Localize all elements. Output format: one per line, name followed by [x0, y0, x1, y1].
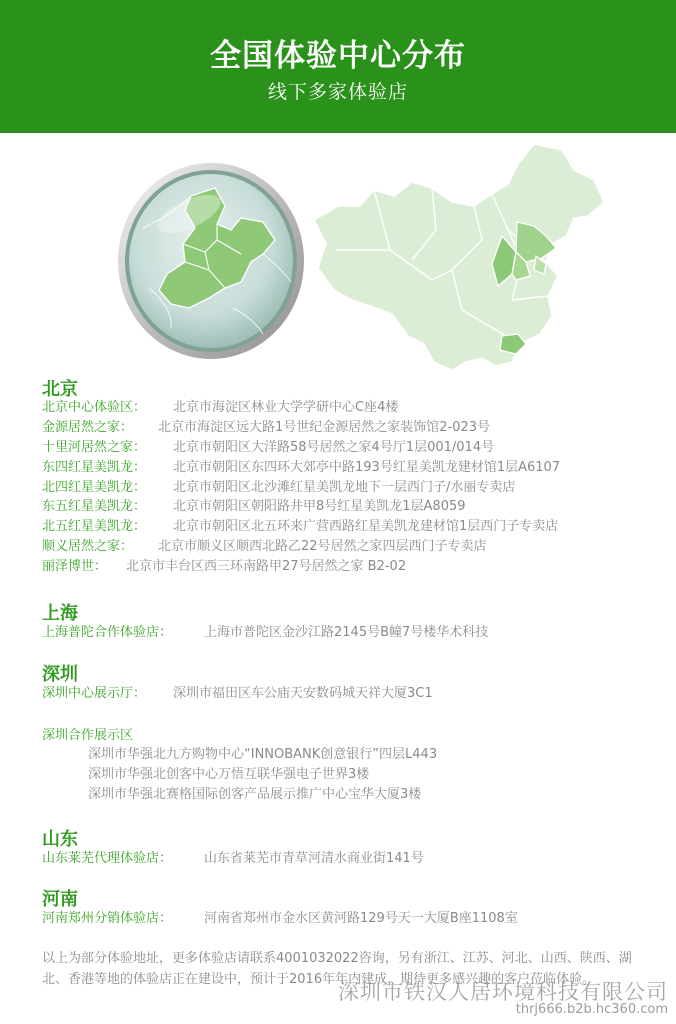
region-title: 深圳 [42, 664, 78, 685]
page-subtitle: 线下多家体验店 [267, 81, 408, 103]
region-title: 山东 [42, 829, 78, 850]
magnifier-globe-map [113, 158, 309, 364]
list-item: 深圳市华强北创客中心万悟互联华强电子世界3楼 [88, 767, 370, 782]
partner-section-title: 深圳合作展示区 [42, 728, 134, 743]
page-header [0, 0, 676, 133]
list-item: 深圳市华强北九方购物中心“INNOBANK创意银行”四层L443 [88, 747, 438, 762]
region-title: 北京 [42, 379, 78, 400]
page-title: 全国体验中心分布 [210, 38, 466, 74]
list-item: 深圳市华强北赛格国际创客产品展示推广中心宝华大厦3楼 [88, 787, 422, 802]
region-title: 上海 [42, 603, 78, 624]
watermark-url: thrj666.b2b.hc360.com [515, 1002, 668, 1017]
watermark-company: 深圳市铁汉人居环境科技有限公司 [338, 980, 668, 1004]
footer-note: 以上为部分体验地址，更多体验店请联系4001032022咨询，另有浙江、江苏、河北、山西、陕西、湖北、香港等地的体验店正在建设中，预计于2016年年内建成，期待更多感兴趣的客户莅临体验。 [42, 951, 632, 987]
region-title: 河南 [42, 889, 78, 910]
china-map [312, 140, 618, 378]
partner-list [88, 745, 437, 805]
